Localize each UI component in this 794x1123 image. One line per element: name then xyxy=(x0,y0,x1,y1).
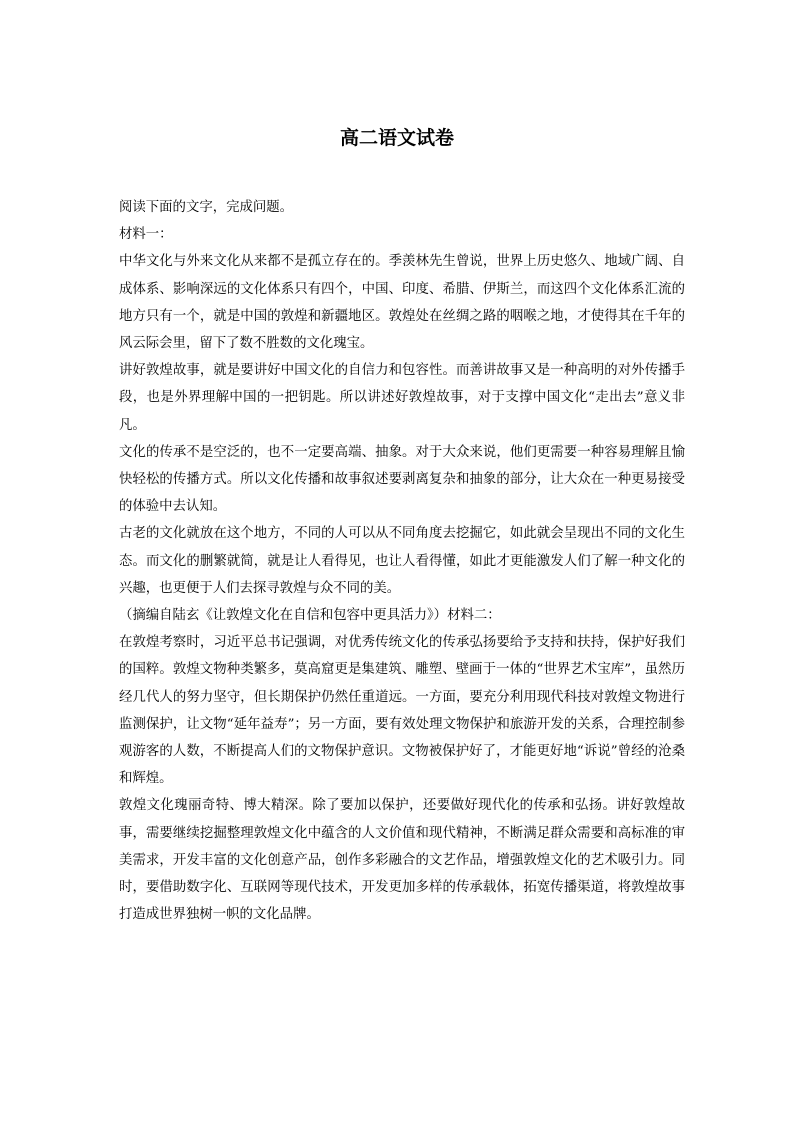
material-one-label: 材料一： xyxy=(119,227,173,243)
instruction-paragraph: 阅读下面的文字，完成问题。 xyxy=(119,200,294,215)
document-title: 高二语文试卷 xyxy=(339,127,454,149)
document-body xyxy=(119,194,685,928)
body-paragraph: 讲好敦煌故事，就是要讲好中国文化的自信力和包容性。而善讲故事又是一种高明的对外传播手段，也是外界理解中国的一把钥匙。所以讲述好敦煌故事，对于支撑中国文化“走出去”意义非凡。 xyxy=(119,363,685,433)
body-paragraph: 文化的传承不是空泛的，也不一定要高端、抽象。对于大众来说，他们更需要一种容易理解且愉快轻松的传播方式。所以文化传播和故事叙述要剥离复杂和抽象的部分，让大众在一种更易接受的体验中去认知。 xyxy=(119,444,685,515)
body-paragraph: 在敦煌考察时，习近平总书记强调，对优秀传统文化的传承弘扬要给予支持和扶持，保护好我们的国粹。敦煌文物种类繁多，莫高窟更是集建筑、雕塑、壁画于一体的“世界艺术宝库”，虽然历经几代人的努力坚守，但长期保护仍然任重道远。一方面，要充分利用现代科技对敦煌文物进行监测保护，让文物“延年益寿”；另一方面，要有效处理文物保护和旅游开发的关系，合理控制参观游客的人数，不断提高人们的文物保护意识。文物被保护好了，才能更好地“诉说”曾经的沧桑和辉煌。 xyxy=(119,635,685,787)
body-paragraph: 敦煌文化瑰丽奇特、博大精深。除了要加以保护，还要做好现代化的传承和弘扬。讲好敦煌故事，需要继续挖掘整理敦煌文化中蕴含的人文价值和现代精神，不断满足群众需要和高标准的审美需求，开发丰富的文化创意产品，创作多彩融合的文艺作品，增强敦煌文化的艺术吸引力。同时，要借助数字化、互联网等现代技术，开发更加多样的传承载体，拓宽传播渠道，将敦煌故事打造成世界独树一帜的文化品牌。 xyxy=(119,798,685,923)
source-citation-and-material-two-label: （摘编自陆玄《让敦煌文化在自信和包容中更具活力》）材料二： xyxy=(119,608,501,624)
body-paragraph: 中华文化与外来文化从来都不是孤立存在的。季羡林先生曾说，世界上历史悠久、地域广阔、自成体系、影响深远的文化体系只有四个，中国、印度、希腊、伊斯兰，而这四个文化体系汇流的地方只有一个，就是中国的敦煌和新疆地区。敦煌处在丝绸之路的咽喉之地，才使得其在千年的风云际会里，留下了数不胜数的文化瑰宝。 xyxy=(119,254,685,352)
body-paragraph: 古老的文化就放在这个地方，不同的人可以从不同角度去挖掘它，如此就会呈现出不同的文化生态。而文化的删繁就简，就是让人看得见，也让人看得懂，如此才更能激发人们了解一种文化的兴趣，也更便于人们去探寻敦煌与众不同的美。 xyxy=(119,526,685,596)
